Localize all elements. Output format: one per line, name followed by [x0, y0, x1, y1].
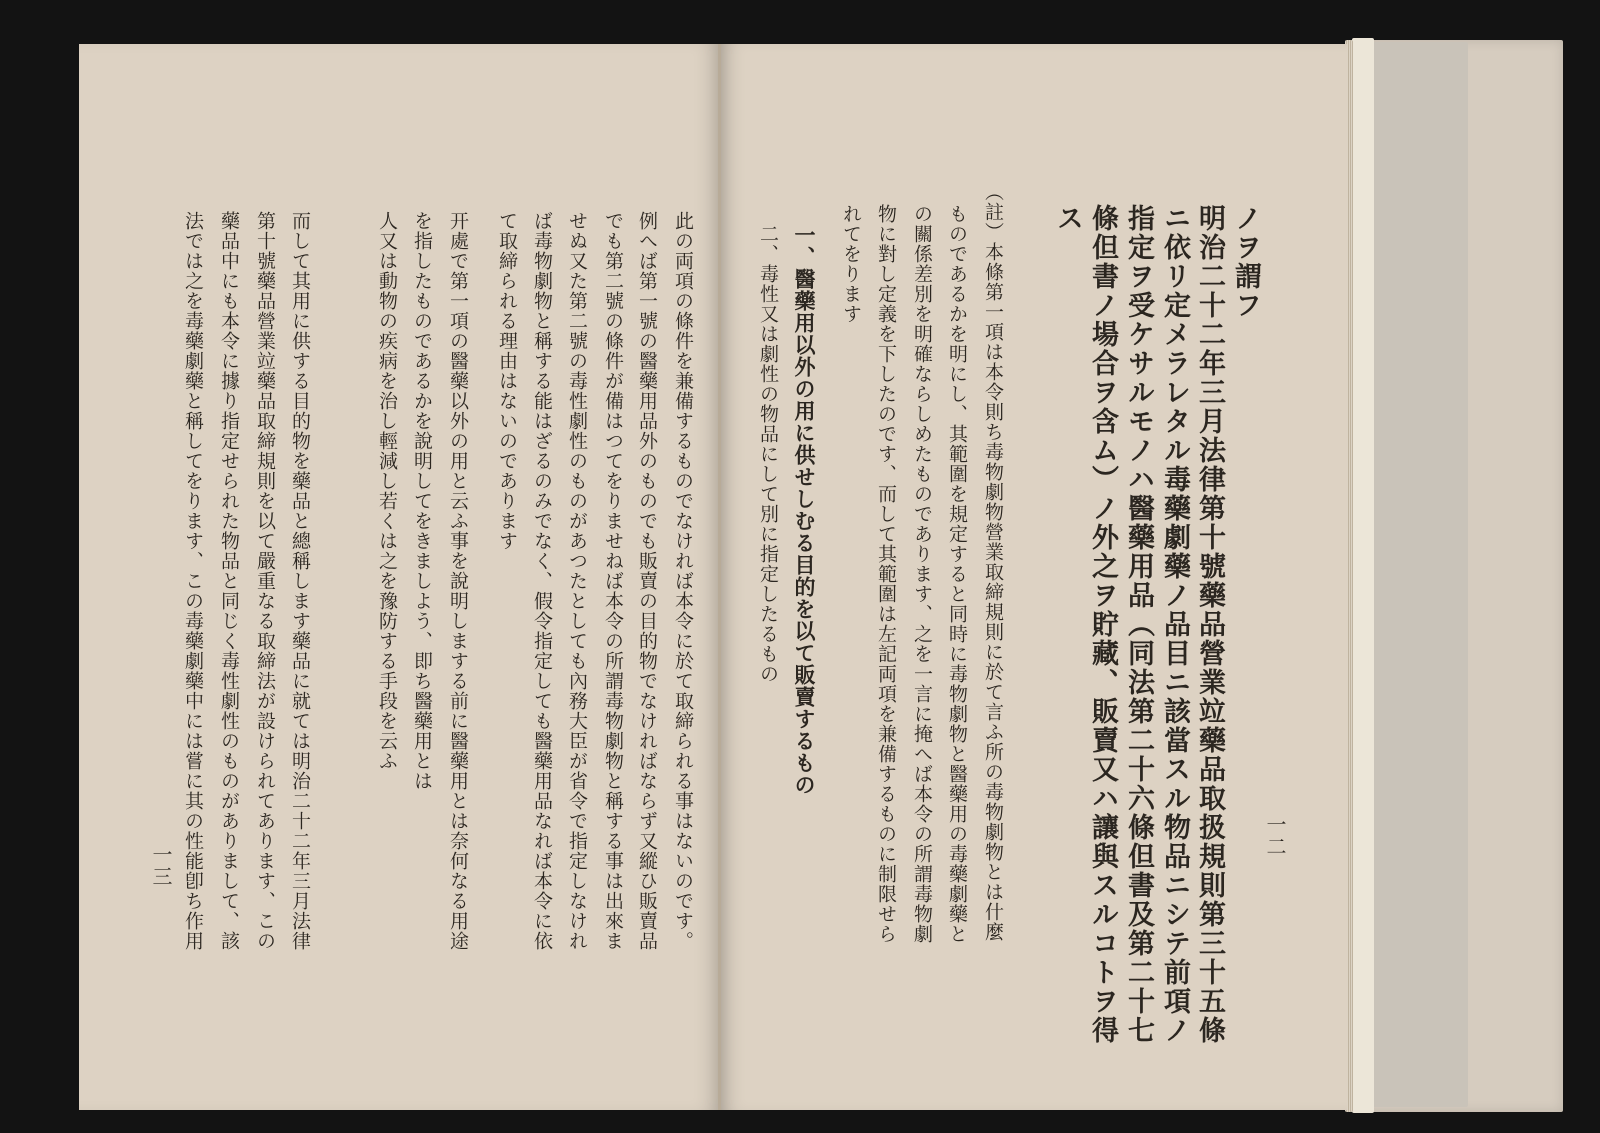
page-number: 一二	[1263, 814, 1287, 858]
body-line: 开處で第一項の醫藥以外の用と云ふ事を說明しまする前に醫藥用とは奈何なる用途	[447, 211, 469, 951]
body-line: を指したものであるかを說明してをきましよう、即ち醫藥用とは	[411, 211, 433, 791]
list-item: 二、毒性又は劇性の物品にして別に指定したるもの	[757, 224, 779, 684]
page-number: 一三	[149, 844, 173, 888]
page-stack-edge	[1372, 42, 1468, 1107]
left-page	[79, 44, 721, 1110]
body-line: せぬ又た第二號の毒性劇性のものがあつたとしても內務大臣が省令で指定しなけれ	[566, 211, 588, 951]
body-line: 法では之を毒藥劇藥と稱してをります、この毒藥劇藥中には嘗に其の性能卽ち作用	[182, 211, 204, 951]
law-line: 明治二十二年三月法律第十號藥品營業竝藥品取扱規則第三十五條	[1194, 204, 1225, 1045]
body-line: ば毒物劇物と稱する能はざるのみでなく、假令指定しても醫藥用品なれば本令に依	[531, 211, 553, 951]
list-item: 一、醫藥用以外の用に供せしむる目的を以て販賣するもの	[792, 224, 817, 796]
law-line: 條但書ノ場合ヲ含ム）ノ外之ヲ貯藏、販賣又ハ讓與スルコトヲ得	[1087, 204, 1118, 1045]
law-line: ノヲ謂フ	[1230, 204, 1261, 320]
note-line: れてをります	[840, 204, 862, 324]
law-line: ス	[1052, 204, 1083, 233]
body-line: て取締られる理由はないのであります	[496, 211, 518, 551]
body-line: 此の両項の條件を兼備するものでなければ本令に於て取締られる事はないのです。	[672, 211, 694, 951]
note-line: の關係差別を明確ならしめたものであります、之を一言に掩へば本令の所謂毒物劇	[911, 204, 933, 944]
body-line: 藥品中にも本令に據り指定せられた物品と同じく毒性劇性のものがありまして、該	[218, 211, 240, 951]
note-line: 物に對し定義を下したのです、而して其範圍は左記両項を兼備するものに制限せら	[875, 204, 897, 944]
right-page	[721, 44, 1347, 1110]
note-line: （註）本條第一項は本令則ち毒物劇物營業取締規則に於て言ふ所の毒物劇物とは什麼	[982, 182, 1004, 942]
body-line: でも第二號の條件が備はつてをりませねば本令の所謂毒物劇物と稱する事は出來ま	[602, 211, 624, 951]
body-line: 人又は動物の疾病を治し輕減し若くは之を豫防する手段を云ふ	[376, 211, 398, 771]
page-stack-edge	[1352, 38, 1374, 1113]
body-line: 第十號藥品營業竝藥品取締規則を以て嚴重なる取締法が設けられてあります、この	[254, 211, 276, 951]
body-line: 例へば第一號の醫藥用品外のものでも販賣の目的物でなければならず又縱ひ販賣品	[636, 211, 658, 951]
body-line: 而して其用に供する目的物を藥品と總稱します藥品に就ては明治二十二年三月法律	[289, 211, 311, 951]
note-line: ものであるかを明にし、其範圍を規定すると同時に毒物劇物と醫藥用の毒藥劇藥と	[946, 204, 968, 944]
law-line: 指定ヲ受ケサルモノハ醫藥用品（同法第二十六條但書及第二十七	[1123, 204, 1154, 1045]
law-line: ニ依リ定メラレタル毒藥劇藥ノ品目ニ該當スル物品ニシテ前項ノ	[1159, 204, 1190, 1045]
